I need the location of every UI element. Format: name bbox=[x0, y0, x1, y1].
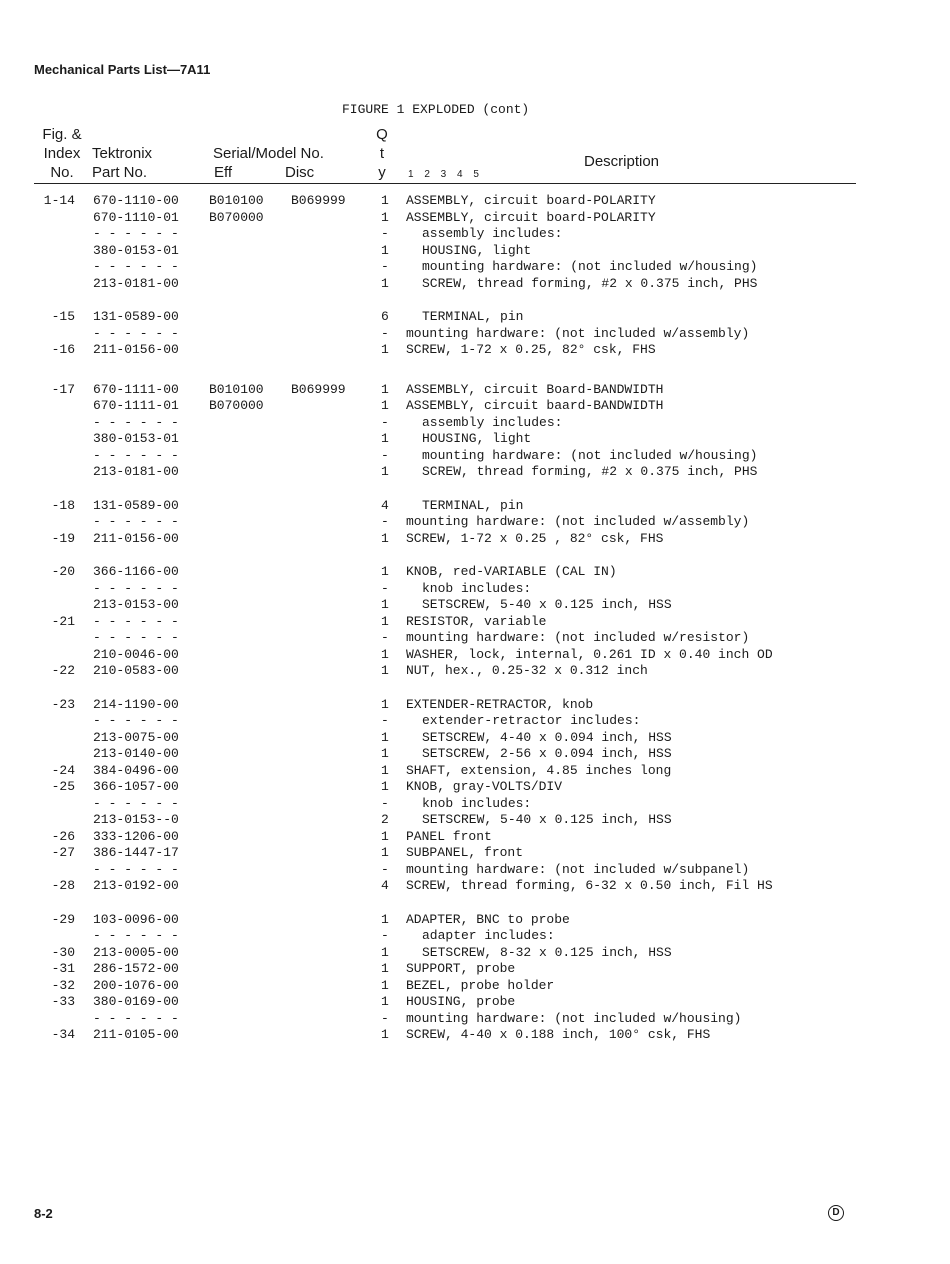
description-cell: ASSEMBLY, circuit Board-BANDWIDTH bbox=[406, 381, 664, 397]
quantity-cell: 1 bbox=[381, 381, 389, 397]
column-header-tektronix-line: Tektronix bbox=[92, 145, 153, 162]
table-row bbox=[0, 398, 950, 415]
part-number-cell: - - - - - - bbox=[93, 1010, 179, 1026]
index-cell: -32 bbox=[51, 977, 75, 993]
index-cell: -27 bbox=[51, 845, 75, 860]
quantity-cell: 6 bbox=[381, 309, 389, 324]
part-number-cell: 366-1166-00 bbox=[93, 564, 179, 579]
index-cell: -30 bbox=[51, 944, 75, 960]
quantity-cell: - bbox=[381, 795, 389, 811]
index-cell: -28 bbox=[51, 878, 75, 893]
table-row bbox=[0, 309, 950, 326]
part-number-cell: 211-0105-00 bbox=[93, 1027, 179, 1042]
quantity-cell: - bbox=[381, 713, 389, 728]
quantity-cell: 1 bbox=[381, 845, 389, 860]
part-number-cell: 213-0075-00 bbox=[93, 729, 179, 745]
quantity-cell: 1 bbox=[381, 646, 389, 662]
column-header-qty-t: t bbox=[379, 145, 385, 162]
table-row bbox=[0, 614, 950, 631]
part-number-cell: 380-0153-01 bbox=[93, 431, 179, 446]
table-row bbox=[0, 259, 950, 276]
quantity-cell: 1 bbox=[381, 977, 389, 993]
description-cell: NUT, hex., 0.25-32 x 0.312 inch bbox=[406, 663, 648, 678]
table-row bbox=[0, 862, 950, 879]
part-number-cell: - - - - - - bbox=[93, 580, 179, 596]
column-header-fig-line: Fig. & bbox=[42, 126, 82, 143]
description-cell: RESISTOR, variable bbox=[406, 613, 547, 629]
index-cell: -21 bbox=[51, 613, 75, 629]
table-row bbox=[0, 961, 950, 978]
column-header-qty bbox=[372, 125, 392, 182]
quantity-cell: - bbox=[381, 1010, 389, 1026]
part-number-cell: 670-1111-00 bbox=[93, 381, 179, 397]
table-row bbox=[0, 746, 950, 763]
quantity-cell: 1 bbox=[381, 398, 389, 413]
index-cell: -29 bbox=[51, 911, 75, 927]
description-cell: HOUSING, light bbox=[422, 431, 532, 446]
serial-eff-cell: B070000 bbox=[209, 209, 264, 225]
quantity-cell: 1 bbox=[381, 209, 389, 225]
quantity-cell: 2 bbox=[381, 812, 389, 827]
table-row bbox=[0, 1011, 950, 1028]
description-cell: ASSEMBLY, circuit board-POLARITY bbox=[406, 209, 656, 225]
description-cell: WASHER, lock, internal, 0.261 ID x 0.40 inch OD bbox=[406, 646, 773, 662]
description-cell: KNOB, gray-VOLTS/DIV bbox=[406, 779, 563, 794]
table-row bbox=[0, 829, 950, 846]
description-cell: assembly includes: bbox=[422, 226, 563, 241]
column-header-index-line: Index bbox=[43, 145, 81, 162]
table-row bbox=[0, 796, 950, 813]
index-cell: -24 bbox=[51, 762, 75, 778]
table-row bbox=[0, 276, 950, 293]
description-cell: ASSEMBLY, circuit board-POLARITY bbox=[406, 193, 656, 208]
description-cell: mounting hardware: (not included w/subpanel) bbox=[406, 861, 750, 877]
part-number-cell: - - - - - - bbox=[93, 713, 179, 728]
part-number-cell: 670-1110-00 bbox=[93, 193, 179, 208]
description-cell: SCREW, thread forming, #2 x 0.375 inch, PHS bbox=[422, 464, 758, 479]
quantity-cell: 1 bbox=[381, 613, 389, 629]
description-cell: TERMINAL, pin bbox=[422, 497, 524, 513]
quantity-cell: 1 bbox=[381, 431, 389, 446]
table-row bbox=[0, 912, 950, 929]
table-row bbox=[0, 945, 950, 962]
table-row bbox=[0, 713, 950, 730]
part-number-cell: - - - - - - bbox=[93, 447, 179, 463]
table-row bbox=[0, 730, 950, 747]
table-row bbox=[0, 243, 950, 260]
table-row bbox=[0, 514, 950, 531]
part-number-cell: - - - - - - bbox=[93, 795, 179, 811]
quantity-cell: 1 bbox=[381, 193, 389, 208]
quantity-cell: 1 bbox=[381, 762, 389, 778]
quantity-cell: - bbox=[381, 414, 389, 430]
column-header-qty-y: y bbox=[378, 164, 386, 181]
description-cell: mounting hardware: (not included w/resistor) bbox=[406, 630, 750, 645]
quantity-cell: 1 bbox=[381, 729, 389, 745]
description-cell: SCREW, 1-72 x 0.25 , 82° csk, FHS bbox=[406, 530, 664, 546]
part-number-cell: 333-1206-00 bbox=[93, 828, 179, 844]
part-number-cell: - - - - - - bbox=[93, 514, 179, 529]
part-number-cell: 213-0181-00 bbox=[93, 275, 179, 291]
part-number-cell: - - - - - - bbox=[93, 226, 179, 241]
part-number-cell: - - - - - - bbox=[93, 259, 179, 274]
part-number-cell: 210-0583-00 bbox=[93, 663, 179, 678]
description-cell: SETSCREW, 2-56 x 0.094 inch, HSS bbox=[422, 746, 672, 761]
description-cell: mounting hardware: (not included w/housing) bbox=[422, 259, 758, 274]
description-cell: ADAPTER, BNC to probe bbox=[406, 911, 570, 927]
quantity-cell: 1 bbox=[381, 911, 389, 927]
quantity-cell: 1 bbox=[381, 342, 389, 357]
quantity-cell: 1 bbox=[381, 663, 389, 678]
column-header-qty-q: Q bbox=[376, 126, 388, 143]
description-cell: ASSEMBLY, circuit baard-BANDWIDTH bbox=[406, 398, 664, 413]
part-number-cell: 286-1572-00 bbox=[93, 961, 179, 976]
table-row bbox=[0, 564, 950, 581]
table-row bbox=[0, 630, 950, 647]
description-cell: extender-retractor includes: bbox=[422, 713, 641, 728]
column-header-fig-index bbox=[34, 125, 90, 182]
description-cell: knob includes: bbox=[422, 795, 532, 811]
description-cell: HOUSING, probe bbox=[406, 994, 516, 1009]
index-cell: -16 bbox=[51, 342, 75, 357]
table-row bbox=[0, 210, 950, 227]
column-header-tektronix-part bbox=[92, 144, 152, 182]
part-number-cell: 380-0153-01 bbox=[93, 242, 179, 258]
description-cell: SETSCREW, 5-40 x 0.125 inch, HSS bbox=[422, 597, 672, 612]
column-header-no-line: No. bbox=[50, 164, 74, 181]
part-number-cell: 213-0005-00 bbox=[93, 944, 179, 960]
quantity-cell: 1 bbox=[381, 564, 389, 579]
index-cell: -34 bbox=[51, 1027, 75, 1042]
part-number-cell: 213-0181-00 bbox=[93, 464, 179, 479]
index-cell: -15 bbox=[51, 309, 75, 324]
quantity-cell: - bbox=[381, 580, 389, 596]
index-cell: -17 bbox=[51, 381, 75, 397]
part-number-cell: 210-0046-00 bbox=[93, 646, 179, 662]
part-number-cell: 131-0589-00 bbox=[93, 497, 179, 513]
part-number-cell: 380-0169-00 bbox=[93, 994, 179, 1009]
description-cell: SCREW, thread forming, #2 x 0.375 inch, PHS bbox=[422, 275, 758, 291]
table-row bbox=[0, 663, 950, 680]
part-number-cell: - - - - - - bbox=[93, 861, 179, 877]
column-header-partno-line: Part No. bbox=[92, 164, 148, 181]
quantity-cell: - bbox=[381, 861, 389, 877]
quantity-cell: 4 bbox=[381, 878, 389, 893]
description-cell: mounting hardware: (not included w/housing) bbox=[406, 1010, 742, 1026]
column-header-indent-levels: 1 2 3 4 5 bbox=[408, 169, 483, 180]
description-cell: PANEL front bbox=[406, 828, 492, 844]
table-row bbox=[0, 498, 950, 515]
quantity-cell: 1 bbox=[381, 597, 389, 612]
table-row bbox=[0, 597, 950, 614]
description-cell: knob includes: bbox=[422, 580, 532, 596]
part-number-cell: - - - - - - bbox=[93, 928, 179, 943]
description-cell: TERMINAL, pin bbox=[422, 309, 524, 324]
page-header-title: Mechanical Parts List—7A11 bbox=[34, 62, 211, 77]
revision-mark-icon: D bbox=[828, 1205, 844, 1221]
part-number-cell: 213-0140-00 bbox=[93, 746, 179, 761]
quantity-cell: - bbox=[381, 325, 389, 341]
column-header-disc: Disc bbox=[285, 164, 315, 181]
quantity-cell: - bbox=[381, 928, 389, 943]
part-number-cell: - - - - - - bbox=[93, 325, 179, 341]
description-cell: SCREW, 1-72 x 0.25, 82° csk, FHS bbox=[406, 342, 656, 357]
serial-eff-cell: B010100 bbox=[209, 381, 264, 397]
description-cell: HOUSING, light bbox=[422, 242, 532, 258]
index-cell: -25 bbox=[51, 779, 75, 794]
part-number-cell: 670-1110-01 bbox=[93, 209, 179, 225]
description-cell: assembly includes: bbox=[422, 414, 563, 430]
description-cell: SUPPORT, probe bbox=[406, 961, 516, 976]
quantity-cell: 1 bbox=[381, 530, 389, 546]
index-cell: -20 bbox=[51, 564, 75, 579]
index-cell: -31 bbox=[51, 961, 75, 976]
description-cell: KNOB, red-VARIABLE (CAL IN) bbox=[406, 564, 617, 579]
quantity-cell: 1 bbox=[381, 828, 389, 844]
parts-list bbox=[0, 193, 950, 1044]
column-header-serial-model: Serial/Model No. bbox=[213, 145, 324, 162]
quantity-cell: 4 bbox=[381, 497, 389, 513]
table-row bbox=[0, 342, 950, 359]
serial-eff-cell: B070000 bbox=[209, 398, 264, 413]
part-number-cell: 211-0156-00 bbox=[93, 530, 179, 546]
description-cell: SETSCREW, 4-40 x 0.094 inch, HSS bbox=[422, 729, 672, 745]
description-cell: SCREW, 4-40 x 0.188 inch, 100° csk, FHS bbox=[406, 1027, 711, 1042]
description-cell: SCREW, thread forming, 6-32 x 0.50 inch, Fil HS bbox=[406, 878, 773, 893]
part-number-cell: 200-1076-00 bbox=[93, 977, 179, 993]
index-cell: 1-14 bbox=[43, 193, 75, 208]
part-number-cell: 384-0496-00 bbox=[93, 762, 179, 778]
part-number-cell: 670-1111-01 bbox=[93, 398, 179, 413]
quantity-cell: 1 bbox=[381, 464, 389, 479]
part-number-cell: 386-1447-17 bbox=[93, 845, 179, 860]
quantity-cell: - bbox=[381, 514, 389, 529]
table-row bbox=[0, 1027, 950, 1044]
table-row bbox=[0, 878, 950, 895]
part-number-cell: 131-0589-00 bbox=[93, 309, 179, 324]
table-row bbox=[0, 193, 950, 210]
header-rule bbox=[34, 183, 856, 184]
table-row bbox=[0, 382, 950, 399]
table-row bbox=[0, 928, 950, 945]
figure-title: FIGURE 1 EXPLODED (cont) bbox=[342, 102, 530, 117]
description-cell: mounting hardware: (not included w/housing) bbox=[422, 447, 758, 463]
quantity-cell: 1 bbox=[381, 994, 389, 1009]
quantity-cell: 1 bbox=[381, 696, 389, 712]
table-row bbox=[0, 697, 950, 714]
description-cell: mounting hardware: (not included w/assembly) bbox=[406, 514, 750, 529]
table-row bbox=[0, 978, 950, 995]
serial-disc-cell: B069999 bbox=[291, 193, 346, 208]
description-cell: SUBPANEL, front bbox=[406, 845, 524, 860]
part-number-cell: 214-1190-00 bbox=[93, 696, 179, 712]
column-header-description: Description bbox=[584, 153, 660, 170]
index-cell: -19 bbox=[51, 530, 75, 546]
table-row bbox=[0, 845, 950, 862]
index-cell: -22 bbox=[51, 663, 75, 678]
table-row bbox=[0, 464, 950, 481]
part-number-cell: 213-0153--0 bbox=[93, 812, 179, 827]
quantity-cell: - bbox=[381, 226, 389, 241]
index-cell: -23 bbox=[51, 696, 75, 712]
description-cell: mounting hardware: (not included w/assembly) bbox=[406, 325, 750, 341]
column-header-eff: Eff bbox=[214, 164, 233, 181]
table-row bbox=[0, 763, 950, 780]
serial-eff-cell: B010100 bbox=[209, 193, 264, 208]
table-row bbox=[0, 779, 950, 796]
description-cell: SETSCREW, 5-40 x 0.125 inch, HSS bbox=[422, 812, 672, 827]
quantity-cell: 1 bbox=[381, 275, 389, 291]
table-row bbox=[0, 448, 950, 465]
page-number: 8-2 bbox=[34, 1206, 53, 1221]
table-row bbox=[0, 531, 950, 548]
index-cell: -26 bbox=[51, 828, 75, 844]
part-number-cell: - - - - - - bbox=[93, 414, 179, 430]
quantity-cell: 1 bbox=[381, 746, 389, 761]
quantity-cell: - bbox=[381, 447, 389, 463]
part-number-cell: 213-0153-00 bbox=[93, 597, 179, 612]
description-cell: SHAFT, extension, 4.85 inches long bbox=[406, 762, 672, 778]
quantity-cell: 1 bbox=[381, 944, 389, 960]
serial-disc-cell: B069999 bbox=[291, 381, 346, 397]
quantity-cell: 1 bbox=[381, 779, 389, 794]
description-cell: BEZEL, probe holder bbox=[406, 977, 555, 993]
index-cell: -18 bbox=[51, 497, 75, 513]
quantity-cell: - bbox=[381, 630, 389, 645]
quantity-cell: 1 bbox=[381, 1027, 389, 1042]
table-row bbox=[0, 326, 950, 343]
part-number-cell: 213-0192-00 bbox=[93, 878, 179, 893]
part-number-cell: 366-1057-00 bbox=[93, 779, 179, 794]
table-row bbox=[0, 994, 950, 1011]
part-number-cell: - - - - - - bbox=[93, 630, 179, 645]
quantity-cell: - bbox=[381, 259, 389, 274]
description-cell: EXTENDER-RETRACTOR, knob bbox=[406, 696, 594, 712]
table-row bbox=[0, 647, 950, 664]
part-number-cell: 211-0156-00 bbox=[93, 342, 179, 357]
description-cell: SETSCREW, 8-32 x 0.125 inch, HSS bbox=[422, 944, 672, 960]
table-row bbox=[0, 581, 950, 598]
description-cell: adapter includes: bbox=[422, 928, 555, 943]
table-row bbox=[0, 431, 950, 448]
quantity-cell: 1 bbox=[381, 961, 389, 976]
index-cell: -33 bbox=[51, 994, 75, 1009]
part-number-cell: - - - - - - bbox=[93, 613, 179, 629]
table-row bbox=[0, 812, 950, 829]
table-row bbox=[0, 226, 950, 243]
table-row bbox=[0, 415, 950, 432]
quantity-cell: 1 bbox=[381, 242, 389, 258]
part-number-cell: 103-0096-00 bbox=[93, 911, 179, 927]
